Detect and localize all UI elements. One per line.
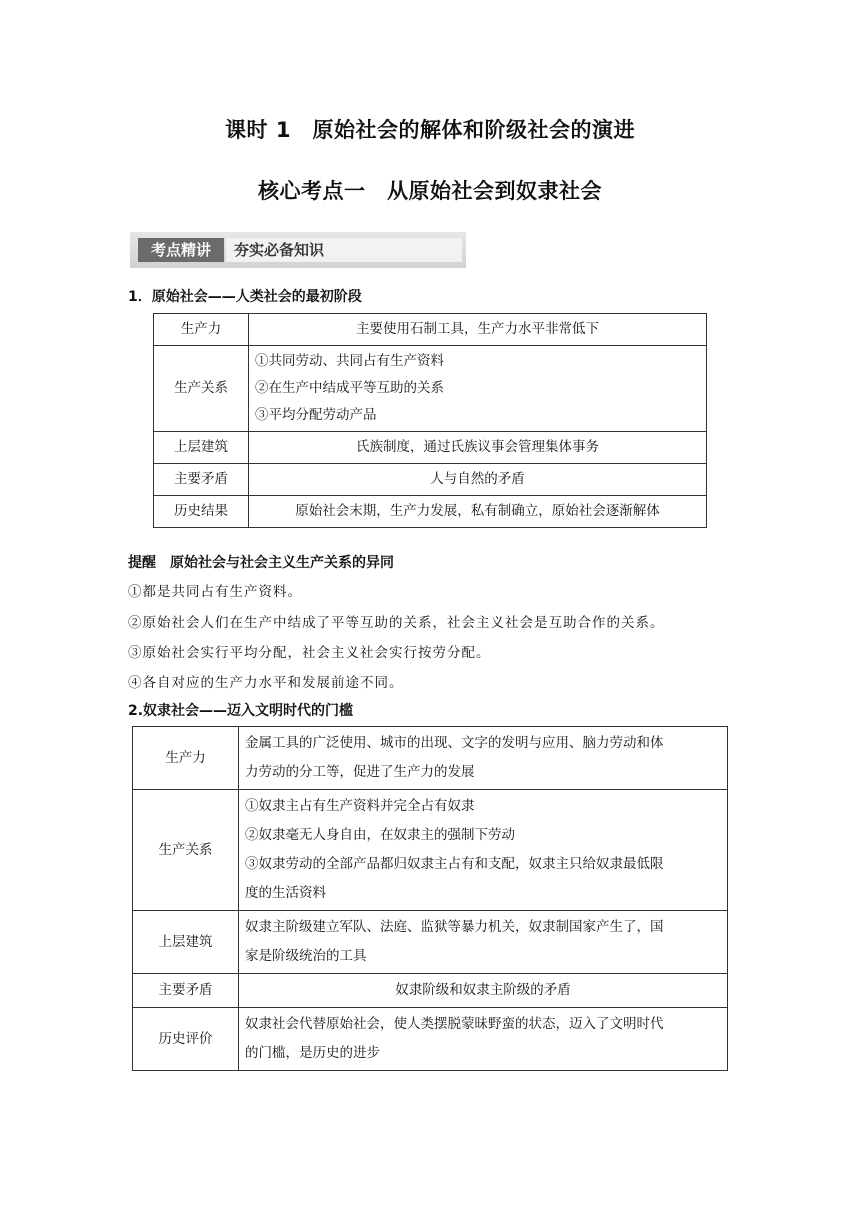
reminder-item: ③原始社会实行平均分配，社会主义社会实行按劳分配。 xyxy=(128,645,491,661)
section-banner xyxy=(130,232,466,268)
part2-heading: 2.奴隶社会——迈入文明时代的门槛 xyxy=(128,703,354,719)
list-item: ①共同劳动、共同占有生产资料 xyxy=(255,353,444,369)
reminder-item: ④各自对应的生产力水平和发展前途不同。 xyxy=(128,675,404,691)
row-label: 生产力 xyxy=(154,314,249,346)
row-value xyxy=(239,790,728,911)
row-value xyxy=(239,911,728,974)
row-value: 主要使用石制工具，生产力水平非常低下 xyxy=(249,314,707,346)
reminder-item: ①都是共同占有生产资料。 xyxy=(128,584,302,600)
row-value: 奴隶阶级和奴隶主阶级的矛盾 xyxy=(239,974,728,1008)
row-label: 历史结果 xyxy=(154,496,249,528)
text-line: 奴隶主阶级建立军队、法庭、监狱等暴力机关，奴隶制国家产生了，国 xyxy=(245,919,664,935)
table-row xyxy=(154,464,707,496)
row-label: 主要矛盾 xyxy=(133,974,239,1008)
text-line: ③奴隶劳动的全部产品都归奴隶主占有和支配，奴隶主只给奴隶最低限 xyxy=(245,856,664,872)
part1-heading: 1．原始社会——人类社会的最初阶段 xyxy=(128,289,362,305)
reminder-item: ②原始社会人们在生产中结成了平等互助的关系，社会主义社会是互助合作的关系。 xyxy=(128,615,665,631)
table-row xyxy=(154,496,707,528)
primitive-society-table xyxy=(153,313,707,528)
text-line: 家是阶级统治的工具 xyxy=(245,948,367,964)
row-value: 原始社会末期，生产力发展，私有制确立，原始社会逐渐解体 xyxy=(249,496,707,528)
table-row xyxy=(133,1008,728,1071)
table-row xyxy=(154,432,707,464)
reminder-heading: 提醒 原始社会与社会主义生产关系的异同 xyxy=(128,555,394,571)
row-value: 氏族制度，通过氏族议事会管理集体事务 xyxy=(249,432,707,464)
table-row xyxy=(133,790,728,911)
table-row xyxy=(154,346,707,432)
table-row xyxy=(154,314,707,346)
text-line: ①奴隶主占有生产资料并完全占有奴隶 xyxy=(245,798,475,814)
list-item: ③平均分配劳动产品 xyxy=(255,407,377,423)
text-line: 的门槛，是历史的进步 xyxy=(245,1045,380,1061)
section-title: 核心考点一 从原始社会到奴隶社会 xyxy=(258,179,602,203)
table-row xyxy=(133,911,728,974)
text-line: 奴隶社会代替原始社会，使人类摆脱蒙昧野蛮的状态，迈入了文明时代 xyxy=(245,1016,664,1032)
banner-tag: 考点精讲 xyxy=(138,238,224,262)
row-label: 生产关系 xyxy=(133,790,239,911)
row-value xyxy=(249,346,707,432)
text-line: 力劳动的分工等，促进了生产力的发展 xyxy=(245,764,475,780)
lesson-title: 课时 1 原始社会的解体和阶级社会的演进 xyxy=(225,118,635,142)
banner-subtitle: 夯实必备知识 xyxy=(226,238,462,262)
row-label: 生产关系 xyxy=(154,346,249,432)
table-row xyxy=(133,974,728,1008)
row-value: 人与自然的矛盾 xyxy=(249,464,707,496)
row-value xyxy=(239,1008,728,1071)
row-label: 上层建筑 xyxy=(133,911,239,974)
row-label: 主要矛盾 xyxy=(154,464,249,496)
row-label: 上层建筑 xyxy=(154,432,249,464)
table-row xyxy=(133,727,728,790)
row-value xyxy=(239,727,728,790)
row-label: 生产力 xyxy=(133,727,239,790)
row-label: 历史评价 xyxy=(133,1008,239,1071)
text-line: ②奴隶毫无人身自由，在奴隶主的强制下劳动 xyxy=(245,827,515,843)
text-line: 度的生活资料 xyxy=(245,885,326,901)
text-line: 金属工具的广泛使用、城市的出现、文字的发明与应用、脑力劳动和体 xyxy=(245,735,664,751)
list-item: ②在生产中结成平等互助的关系 xyxy=(255,380,444,396)
slave-society-table xyxy=(132,726,728,1071)
